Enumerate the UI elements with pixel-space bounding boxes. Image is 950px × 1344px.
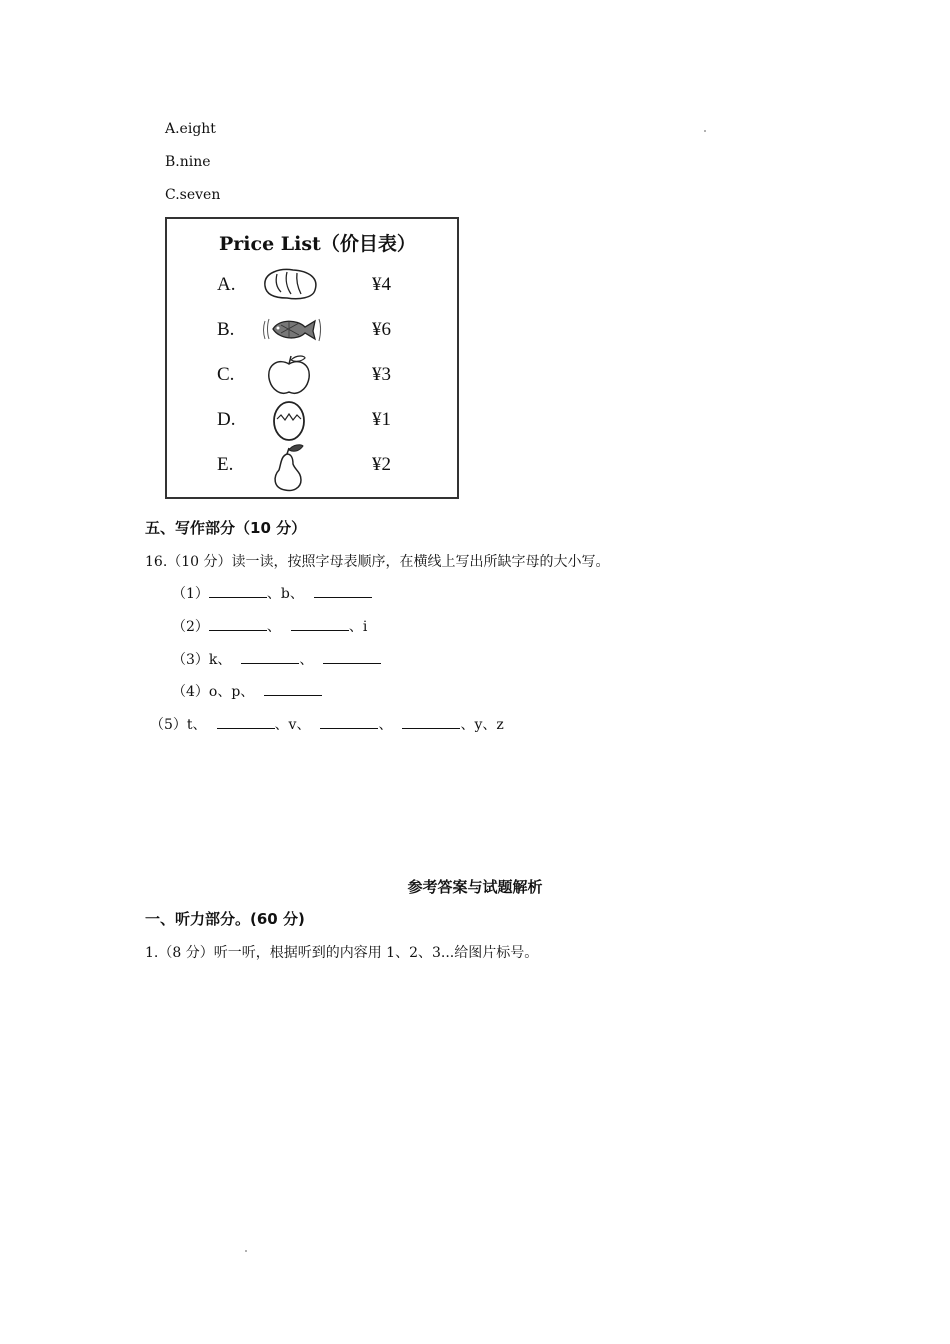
item-text: t、 xyxy=(186,717,207,733)
item-price: ¥1 xyxy=(372,409,391,430)
item-letter: D. xyxy=(217,409,236,430)
item-text: 、i xyxy=(348,619,368,635)
item-text: k、 xyxy=(208,652,232,668)
price-list-figure xyxy=(165,217,459,499)
item-letter: C. xyxy=(217,364,235,385)
answer-blank[interactable] xyxy=(209,618,267,631)
fill-item-5 xyxy=(150,714,504,734)
price-row-c xyxy=(167,354,457,398)
egg-icon xyxy=(259,399,319,443)
fill-item-2 xyxy=(172,616,367,636)
item-text: 、 xyxy=(378,717,393,733)
bread-icon xyxy=(259,264,319,308)
item-number: （5） xyxy=(150,717,187,733)
fish-icon xyxy=(259,309,323,353)
option-b: B.nine xyxy=(165,154,211,170)
answer-blank[interactable] xyxy=(291,618,349,631)
answers-title: 参考答案与试题解析 xyxy=(407,878,543,896)
option-a: A.eight xyxy=(165,121,216,137)
item-price: ¥6 xyxy=(372,319,391,340)
item-price: ¥2 xyxy=(372,454,391,475)
fill-item-1 xyxy=(172,583,372,603)
price-row-e xyxy=(167,444,457,488)
answer-blank[interactable] xyxy=(323,651,381,664)
item-text: 、 xyxy=(266,619,281,635)
price-row-a xyxy=(167,264,457,308)
item-number: （2） xyxy=(172,619,209,635)
price-row-b xyxy=(167,309,457,353)
listening-section-heading: 一、听力部分。(60 分) xyxy=(145,910,305,928)
item-price: ¥3 xyxy=(372,364,391,385)
answer-blank[interactable] xyxy=(314,585,372,598)
item-text: 、v、 xyxy=(274,717,311,733)
answer-blank[interactable] xyxy=(241,651,299,664)
item-number: （1） xyxy=(172,586,209,602)
item-number: （3） xyxy=(172,652,209,668)
price-list-title: Price List（价目表） xyxy=(219,233,416,255)
item-text: 、b、 xyxy=(266,586,304,602)
answer-blank[interactable] xyxy=(402,716,460,729)
answer-question-1: 1.（8 分）听一听，根据听到的内容用 1、2、3...给图片标号。 xyxy=(145,945,539,961)
item-text: 、 xyxy=(299,652,314,668)
speck xyxy=(245,1250,247,1252)
item-letter: A. xyxy=(217,274,236,295)
answer-blank[interactable] xyxy=(320,716,378,729)
item-price: ¥4 xyxy=(372,274,391,295)
answer-blank[interactable] xyxy=(209,585,267,598)
speck xyxy=(704,130,706,132)
item-number: （4） xyxy=(172,684,209,700)
section-heading: 五、写作部分（10 分） xyxy=(145,519,307,537)
question-16: 16.（10 分）读一读，按照字母表顺序，在横线上写出所缺字母的大小写。 xyxy=(145,554,610,570)
answer-blank[interactable] xyxy=(264,683,322,696)
apple-icon xyxy=(259,354,319,398)
answer-blank[interactable] xyxy=(217,716,275,729)
item-letter: B. xyxy=(217,319,235,340)
item-letter: E. xyxy=(217,454,234,475)
fill-item-4 xyxy=(172,681,322,701)
item-text: 、y、z xyxy=(460,717,504,733)
pear-icon xyxy=(259,444,319,494)
item-text: o、p、 xyxy=(208,684,255,700)
price-row-d xyxy=(167,399,457,443)
option-c: C.seven xyxy=(165,187,221,203)
fill-item-3 xyxy=(172,649,381,669)
